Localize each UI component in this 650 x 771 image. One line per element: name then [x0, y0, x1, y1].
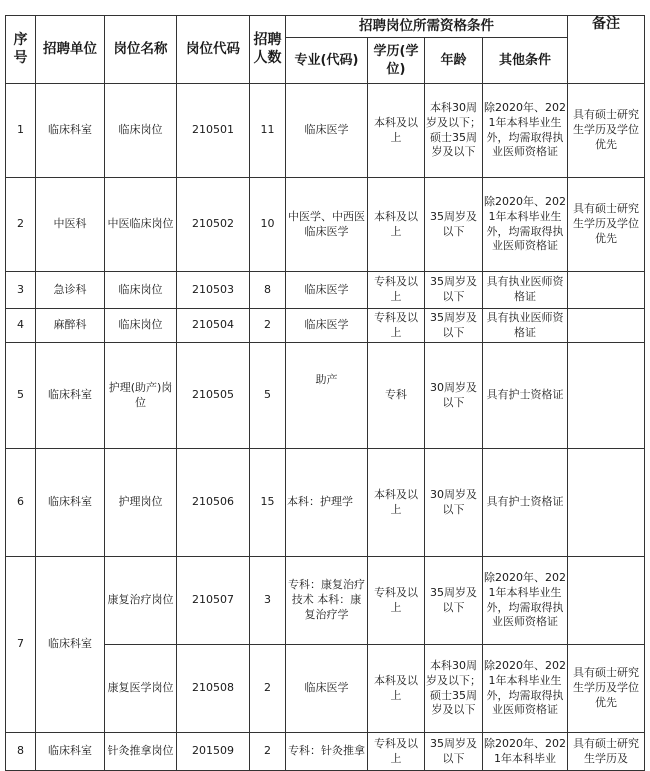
cell-age: 35周岁及以下 — [425, 309, 483, 343]
header-other: 其他条件 — [483, 38, 568, 84]
cell-code: 210502 — [177, 178, 250, 272]
cell-unit: 临床科室 — [36, 343, 105, 449]
cell-education: 专科及以上 — [368, 272, 425, 309]
cell-unit: 中医科 — [36, 178, 105, 272]
cell-age: 30周岁及以下 — [425, 343, 483, 449]
cell-seq: 7 — [6, 557, 36, 733]
cell-other: 除2020年、2021年本科毕业生外，均需取得执业医师资格证 — [483, 557, 568, 645]
cell-age: 30周岁及以下 — [425, 449, 483, 557]
cell-age: 本科30周岁及以下；硕士35周岁及以下 — [425, 645, 483, 733]
table-row — [6, 178, 645, 272]
cell-seq: 2 — [6, 178, 36, 272]
header-major: 专业(代码) — [286, 38, 368, 84]
cell-other: 除2020年、2021年本科毕业 — [483, 733, 568, 771]
cell-count: 11 — [250, 84, 286, 178]
cell-seq: 4 — [6, 309, 36, 343]
cell-seq: 8 — [6, 733, 36, 771]
cell-post: 临床岗位 — [105, 84, 177, 178]
cell-count: 10 — [250, 178, 286, 272]
cell-other: 除2020年、2021年本科毕业生外，均需取得执业医师资格证 — [483, 645, 568, 733]
cell-education: 本科及以上 — [368, 449, 425, 557]
cell-count: 15 — [250, 449, 286, 557]
cell-seq: 6 — [6, 449, 36, 557]
cell-education: 专科及以上 — [368, 309, 425, 343]
header-remark: 备注 — [568, 16, 645, 84]
cell-major: 本科：护理学 — [286, 449, 368, 557]
cell-other: 具有护士资格证 — [483, 449, 568, 557]
cell-code: 210506 — [177, 449, 250, 557]
cell-count: 2 — [250, 645, 286, 733]
recruitment-table — [5, 15, 645, 771]
cell-count: 2 — [250, 309, 286, 343]
cell-education: 专科及以上 — [368, 733, 425, 771]
header-education: 学历(学位) — [368, 38, 425, 84]
table-row — [6, 733, 645, 771]
cell-major: 临床医学 — [286, 309, 368, 343]
cell-count: 3 — [250, 557, 286, 645]
cell-count: 2 — [250, 733, 286, 771]
cell-major: 临床医学 — [286, 84, 368, 178]
cell-major: 临床医学 — [286, 645, 368, 733]
header-row-1 — [6, 16, 645, 38]
header-unit: 招聘单位 — [36, 16, 105, 84]
cell-code: 210504 — [177, 309, 250, 343]
cell-unit: 麻醉科 — [36, 309, 105, 343]
cell-unit: 急诊科 — [36, 272, 105, 309]
cell-education: 专科及以上 — [368, 557, 425, 645]
cell-post: 临床岗位 — [105, 309, 177, 343]
cell-remark — [568, 557, 645, 645]
cell-remark — [568, 309, 645, 343]
table-row — [6, 343, 645, 449]
cell-education: 本科及以上 — [368, 645, 425, 733]
cell-seq: 1 — [6, 84, 36, 178]
cell-remark: 具有硕士研究生学历及学位优先 — [568, 645, 645, 733]
table-row — [6, 557, 645, 645]
cell-other: 具有执业医师资格证 — [483, 272, 568, 309]
cell-education: 本科及以上 — [368, 178, 425, 272]
table-row — [6, 449, 645, 557]
table-row — [6, 84, 645, 178]
cell-remark — [568, 272, 645, 309]
cell-age: 35周岁及以下 — [425, 557, 483, 645]
cell-unit: 临床科室 — [36, 733, 105, 771]
cell-age: 35周岁及以下 — [425, 733, 483, 771]
cell-code: 201509 — [177, 733, 250, 771]
cell-code: 210501 — [177, 84, 250, 178]
cell-remark — [568, 449, 645, 557]
cell-count: 5 — [250, 343, 286, 449]
cell-remark — [568, 343, 645, 449]
cell-code: 210508 — [177, 645, 250, 733]
cell-post: 中医临床岗位 — [105, 178, 177, 272]
cell-major: 专科：康复治疗技术 本科：康复治疗学 — [286, 557, 368, 645]
cell-post: 康复治疗岗位 — [105, 557, 177, 645]
cell-unit: 临床科室 — [36, 449, 105, 557]
cell-major: 助产 — [286, 343, 368, 449]
cell-age: 本科30周岁及以下；硕士35周岁及以下 — [425, 84, 483, 178]
cell-other: 除2020年、2021年本科毕业生外，均需取得执业医师资格证 — [483, 178, 568, 272]
cell-age: 35周岁及以下 — [425, 178, 483, 272]
cell-post: 护理岗位 — [105, 449, 177, 557]
cell-seq: 3 — [6, 272, 36, 309]
cell-remark: 具有硕士研究生学历及学位优先 — [568, 84, 645, 178]
cell-major: 专科：针灸推拿 — [286, 733, 368, 771]
header-post-name: 岗位名称 — [105, 16, 177, 84]
cell-unit: 临床科室 — [36, 557, 105, 733]
cell-other: 具有执业医师资格证 — [483, 309, 568, 343]
cell-education: 专科 — [368, 343, 425, 449]
cell-code: 210503 — [177, 272, 250, 309]
cell-other: 具有护士资格证 — [483, 343, 568, 449]
cell-code: 210505 — [177, 343, 250, 449]
cell-major: 中医学、中西医临床医学 — [286, 178, 368, 272]
table-row — [6, 272, 645, 309]
header-seq: 序号 — [6, 16, 36, 84]
cell-remark: 具有硕士研究生学历及学位优先 — [568, 178, 645, 272]
cell-age: 35周岁及以下 — [425, 272, 483, 309]
cell-post: 护理(助产)岗位 — [105, 343, 177, 449]
cell-post: 康复医学岗位 — [105, 645, 177, 733]
cell-seq: 5 — [6, 343, 36, 449]
header-count: 招聘人数 — [250, 16, 286, 84]
cell-code: 210507 — [177, 557, 250, 645]
cell-count: 8 — [250, 272, 286, 309]
cell-post: 临床岗位 — [105, 272, 177, 309]
header-post-code: 岗位代码 — [177, 16, 250, 84]
table-row — [6, 309, 645, 343]
cell-unit: 临床科室 — [36, 84, 105, 178]
cell-remark: 具有硕士研究生学历及 — [568, 733, 645, 771]
header-age: 年龄 — [425, 38, 483, 84]
cell-post: 针灸推拿岗位 — [105, 733, 177, 771]
header-conditions: 招聘岗位所需资格条件 — [286, 16, 568, 38]
cell-other: 除2020年、2021年本科毕业生外，均需取得执业医师资格证 — [483, 84, 568, 178]
cell-major: 临床医学 — [286, 272, 368, 309]
cell-education: 本科及以上 — [368, 84, 425, 178]
